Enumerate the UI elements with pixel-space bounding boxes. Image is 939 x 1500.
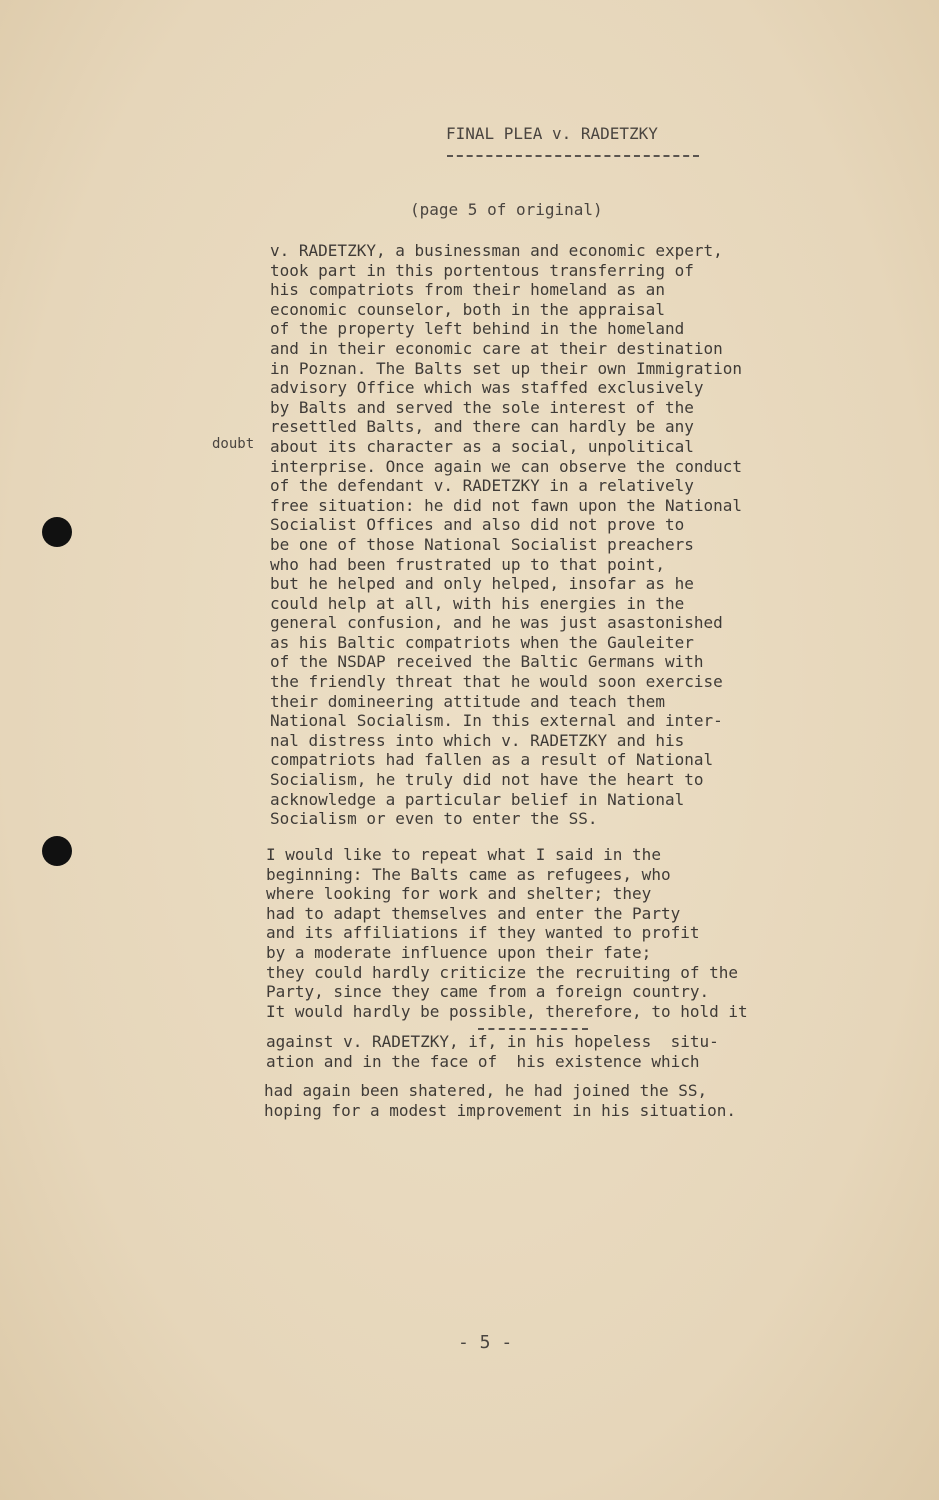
title-underline — [447, 155, 699, 157]
text-line: I would like to repeat what I said in the — [266, 845, 661, 864]
text-line: and its affiliations if they wanted to profit — [266, 923, 700, 943]
text-line: by Balts and served the sole interest of the — [270, 397, 694, 417]
page-number: - 5 - — [458, 1332, 513, 1353]
paragraph-1 — [270, 241, 742, 829]
text-line: beginning: The Balts came as refugees, who — [266, 864, 671, 884]
text-line: who had been frustrated up to that point, — [270, 554, 665, 574]
text-line: as his Baltic compatriots when the Gauleiter — [270, 632, 694, 652]
text-line: interprise. Once again we can observe the conduct — [270, 456, 743, 476]
text-line: the friendly threat that he would soon exercise — [270, 672, 723, 692]
text-line: Socialism or even to enter the SS. — [270, 809, 598, 829]
text-line: ation and in the face of his existence which — [266, 1051, 700, 1071]
text-line: of the property left behind in the homeland — [270, 319, 685, 339]
text-line: v. RADETZKY, a businessman and economic expert, — [270, 241, 723, 260]
text-line: their domineering attitude and teach them — [270, 691, 665, 711]
text-line: National Socialism. In this external and inter- — [270, 711, 723, 731]
text-line: economic counselor, both in the appraisal — [270, 299, 665, 319]
text-line: had again been shatered, he had joined the SS, — [264, 1081, 708, 1100]
text-line: be one of those National Socialist preachers — [270, 534, 694, 554]
text-line: of the NSDAP received the Baltic Germans with — [270, 652, 704, 672]
text-line: free situation: he did not fawn upon the National — [270, 495, 743, 515]
text-line: by a moderate influence upon their fate; — [266, 942, 652, 962]
text-line: but he helped and only helped, insofar as he — [270, 574, 694, 594]
text-line: and in their economic care at their destination — [270, 338, 723, 358]
text-line: where looking for work and shelter; they — [266, 884, 652, 904]
text-line: compatriots had fallen as a result of National — [270, 750, 714, 770]
punch-hole — [42, 836, 72, 866]
handwritten-underline — [478, 1028, 588, 1030]
punch-hole — [42, 517, 72, 547]
text-line: general confusion, and he was just asastonished — [270, 613, 723, 633]
text-line: in Poznan. The Balts set up their own Immigration — [270, 358, 743, 378]
text-line: could help at all, with his energies in the — [270, 593, 685, 613]
paragraph-3 — [266, 1032, 719, 1071]
paragraph-2 — [266, 845, 748, 1021]
text-line: took part in this portentous transferring of — [270, 260, 694, 280]
text-line: about its character as a social, unpolitical — [270, 436, 694, 456]
text-line: Socialism, he truly did not have the heart to — [270, 770, 704, 790]
text-line: Socialist Offices and also did not prove to — [270, 515, 685, 535]
text-line: resettled Balts, and there can hardly be any — [270, 417, 694, 437]
text-line: advisory Office which was staffed exclusively — [270, 378, 704, 398]
text-line: It would hardly be possible, therefore, to hold it — [266, 1001, 748, 1021]
text-line: Party, since they came from a foreign country. — [266, 982, 710, 1002]
text-line: acknowledge a particular belief in National — [270, 789, 685, 809]
paragraph-4 — [264, 1081, 736, 1120]
text-line: had to adapt themselves and enter the Party — [266, 903, 681, 923]
text-line: of the defendant v. RADETZKY in a relatively — [270, 476, 694, 496]
text-line: hoping for a modest improvement in his situation. — [264, 1100, 737, 1120]
text-line: they could hardly criticize the recruiting of the — [266, 962, 739, 982]
document-title: FINAL PLEA v. RADETZKY — [446, 124, 658, 143]
text-line: against v. RADETZKY, if, in his hopeless situ- — [266, 1032, 719, 1051]
margin-note: doubt — [212, 436, 255, 452]
text-line: nal distress into which v. RADETZKY and his — [270, 730, 685, 750]
page-reference: (page 5 of original) — [410, 200, 603, 219]
text-line: his compatriots from their homeland as an — [270, 280, 665, 300]
